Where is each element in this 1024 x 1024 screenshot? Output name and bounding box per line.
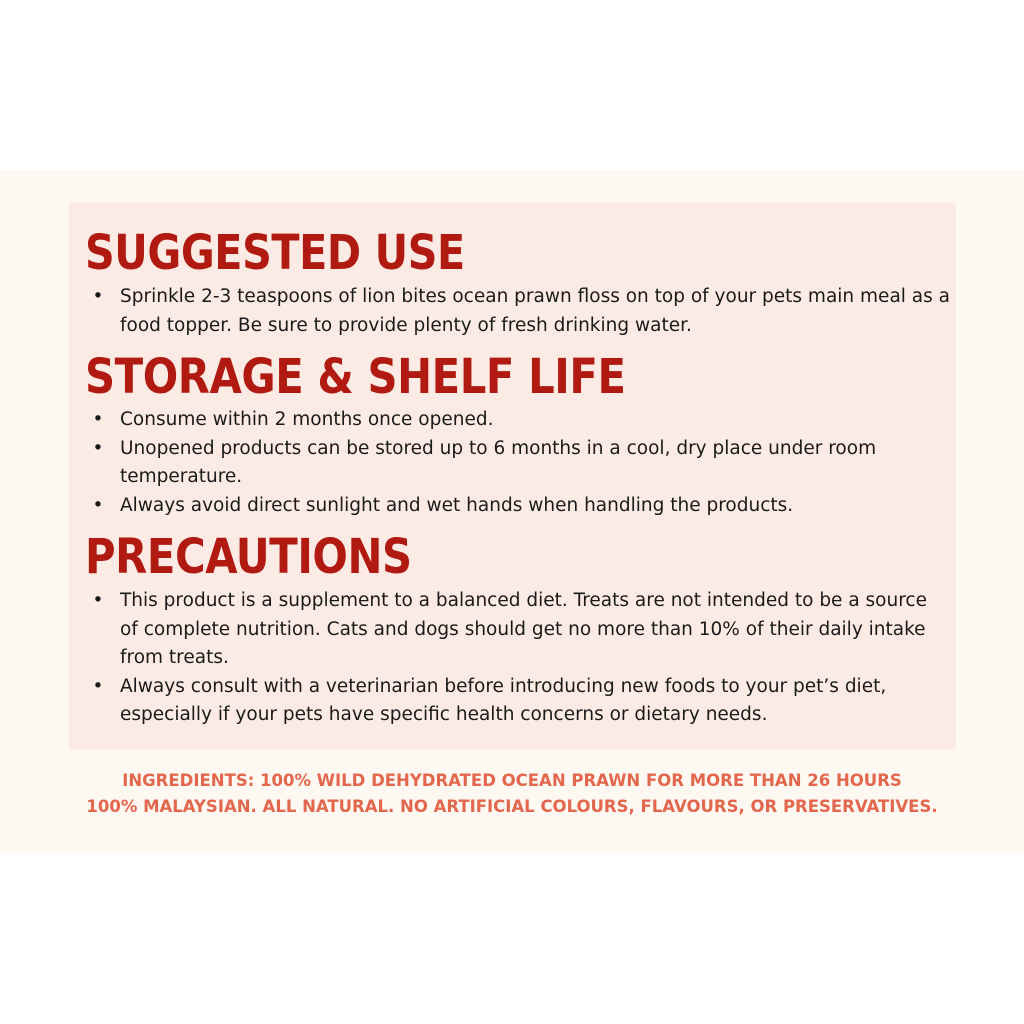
bullet: • — [92, 494, 104, 516]
precautions-list — [85, 587, 950, 730]
list-item — [85, 673, 950, 730]
precautions-heading: PRECAUTIONS — [85, 529, 412, 585]
claims-line: 100% MALAYSIAN. ALL NATURAL. NO ARTIFICIAL COLOURS, FLAVOURS, OR PRESERVATIVES. — [86, 797, 938, 816]
list-item — [85, 406, 930, 435]
list-item-text: Always consult with a veterinarian before introducing new foods to your pet’s diet, especially if your pets have specific health concerns or dietary needs. — [120, 675, 887, 725]
list-item — [85, 587, 950, 673]
list-item-text: Unopened products can be stored up to 6 months in a cool, dry place under room temperature. — [120, 437, 877, 487]
list-item-text: Always avoid direct sunlight and wet hands when handling the products. — [120, 494, 794, 516]
suggested-use-heading: SUGGESTED USE — [85, 225, 465, 281]
info-panel — [69, 203, 956, 749]
list-item — [85, 283, 950, 340]
list-item — [85, 435, 930, 492]
list-item — [85, 492, 930, 521]
bullet: • — [92, 675, 104, 697]
list-item-text: Consume within 2 months once opened. — [120, 409, 494, 430]
info-card — [0, 170, 1024, 852]
ingredients-line: INGREDIENTS: 100% WILD DEHYDRATED OCEAN PRAWN FOR MORE THAN 26 HOURS — [122, 771, 902, 790]
list-item-text: Sprinkle 2-3 teaspoons of lion bites ocean prawn floss on top of your pets main meal as a food topper. Be sure to provide plenty of fresh drinking water. — [120, 286, 950, 336]
bullet: • — [92, 437, 104, 459]
bullet: • — [92, 409, 104, 430]
list-item-text: This product is a supplement to a balanced diet. Treats are not intended to be a source of complete nutrition. Cats and dogs should get no more than 10% of their daily intake from treats. — [120, 590, 927, 668]
suggested-use-list — [85, 283, 950, 340]
bullet: • — [92, 590, 104, 611]
bullet: • — [92, 286, 104, 307]
storage-shelf-life-heading: STORAGE & SHELF LIFE — [85, 349, 626, 405]
storage-list — [85, 406, 930, 520]
